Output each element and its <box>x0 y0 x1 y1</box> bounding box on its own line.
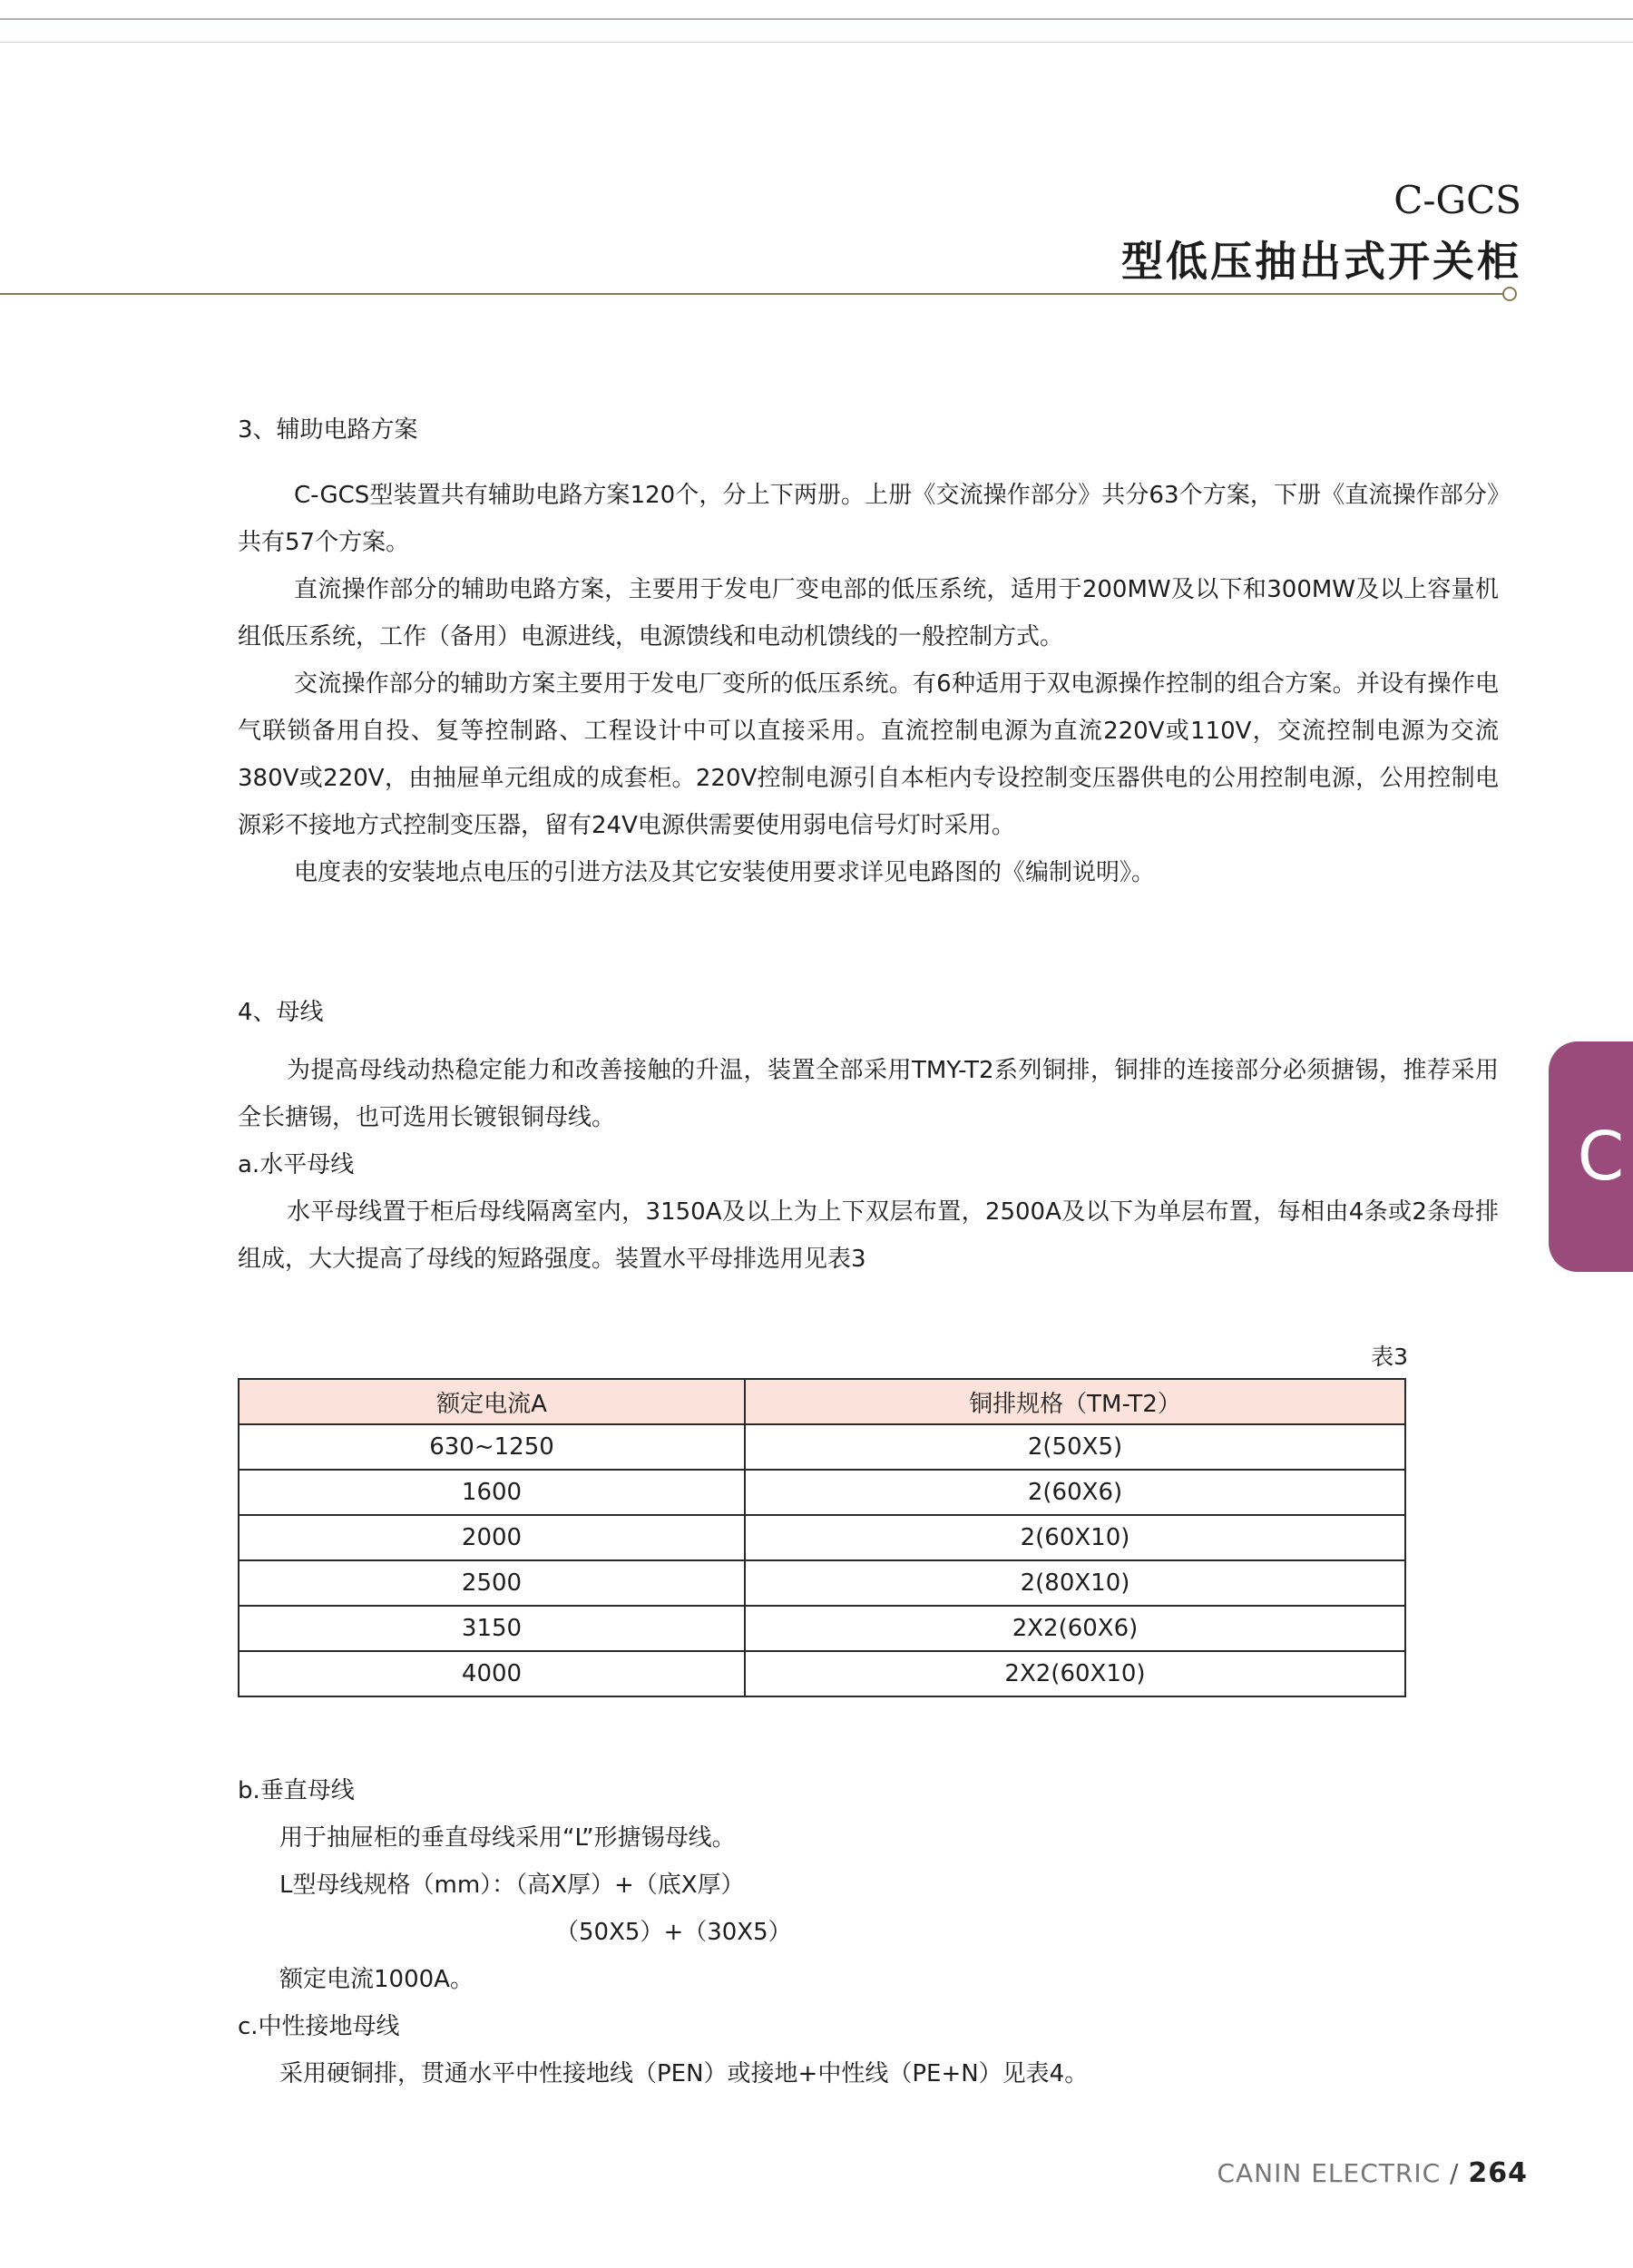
top-border-line <box>0 18 1633 20</box>
table-cell: 2(60X6) <box>745 1470 1405 1515</box>
section-b-heading: b.垂直母线 <box>238 1777 355 1804</box>
section-c-line: 采用硬铜排，贯通水平中性接地线（PEN）或接地+中性线（PE+N）见表4。 <box>279 2060 1089 2087</box>
footer-separator: / <box>1450 2158 1460 2188</box>
table-row <box>239 1515 1405 1560</box>
table-header-row <box>239 1379 1405 1424</box>
section-tab-letter: C <box>1577 1118 1625 1196</box>
section-3-heading: 3、辅助电路方案 <box>238 416 418 444</box>
section-4a-text: 水平母线置于柜后母线隔离室内，3150A及以上为上下双层布置，2500A及以下为单层布置，每相由4条或2条母排组成，大大提高了母线的短路强度。装置水平母排选用见表3 <box>238 1198 1499 1273</box>
table-cell: 3150 <box>239 1606 745 1651</box>
section-b-line: L型母线规格（mm）：（高X厚）+（底X厚） <box>279 1872 745 1899</box>
table-cell: 2000 <box>239 1515 745 1560</box>
table-caption: 表3 <box>1371 1344 1408 1370</box>
header-title: 型低压抽出式开关柜 <box>1121 237 1521 286</box>
table-cell: 2X2(60X6) <box>745 1606 1405 1651</box>
section-3-paragraph: 交流操作部分的辅助方案主要用于发电厂变所的低压系统。有6种适用于双电源操作控制的组合方案。并设有操作电气联锁备用自投、复等控制路、工程设计中可以直接采用。直流控制电源为直流220V或110V，交流控制电源为交流380V或220V，由抽屉单元组成的成套柜。220V控制电源引自本柜内专设控制变压器供电的公用控制电源，公用控制电源彩不接地方式控制变压器，留有24V电源供需要使用弱电信号灯时采用。 <box>238 670 1499 839</box>
table-header-cell: 铜排规格（TM-T2） <box>745 1379 1405 1424</box>
table-row <box>239 1424 1405 1470</box>
section-3-paragraph: C-GCS型装置共有辅助电路方案120个，分上下两册。上册《交流操作部分》共分63个方案，下册《直流操作部分》共有57个方案。 <box>238 482 1499 556</box>
table-cell: 630~1250 <box>239 1424 745 1470</box>
header-rule <box>0 293 1504 295</box>
top-border-line-thin <box>0 42 1633 43</box>
table-cell: 2500 <box>239 1560 745 1606</box>
section-b-line: 额定电流1000A。 <box>279 1966 474 1993</box>
page-footer <box>1217 2157 1528 2189</box>
section-4a-heading: a.水平母线 <box>238 1151 355 1178</box>
main-content <box>238 406 1499 1283</box>
busbar-spec-table <box>238 1378 1406 1697</box>
section-c-heading: c.中性接地母线 <box>238 2013 400 2040</box>
footer-brand: CANIN ELECTRIC <box>1217 2158 1442 2188</box>
header-rule-end-circle <box>1502 287 1517 301</box>
table-cell: 2(60X10) <box>745 1515 1405 1560</box>
section-4-heading: 4、母线 <box>238 999 324 1026</box>
table-row <box>239 1651 1405 1696</box>
table-row <box>239 1470 1405 1515</box>
table-cell: 2(80X10) <box>745 1560 1405 1606</box>
table-row <box>239 1606 1405 1651</box>
section-4-intro: 为提高母线动热稳定能力和改善接触的升温，装置全部采用TMY-T2系列铜排，铜排的连接部分必须搪锡，推荐采用全长搪锡，也可选用长镀银铜母线。 <box>238 1057 1499 1131</box>
table-cell: 1600 <box>239 1470 745 1515</box>
page-number: 264 <box>1468 2157 1528 2189</box>
section-3-paragraph: 电度表的安装地点电压的引进方法及其它安装使用要求详见电路图的《编制说明》。 <box>294 859 1156 886</box>
table-cell: 2X2(60X10) <box>745 1651 1405 1696</box>
section-b-line: （50X5）+（30X5） <box>555 1919 792 1946</box>
section-tab <box>1549 1041 1633 1272</box>
table-row <box>239 1560 1405 1606</box>
section-b-line: 用于抽屉柜的垂直母线采用“L”形搪锡母线。 <box>279 1824 736 1852</box>
header-code: C-GCS <box>1393 178 1521 222</box>
table-cell: 4000 <box>239 1651 745 1696</box>
section-3-paragraph: 直流操作部分的辅助电路方案，主要用于发电厂变电部的低压系统，适用于200MW及以下和300MW及以上容量机组低压系统，工作（备用）电源进线，电源馈线和电动机馈线的一般控制方式。 <box>238 576 1499 650</box>
table-header-cell: 额定电流A <box>239 1379 745 1424</box>
table-cell: 2(50X5) <box>745 1424 1405 1470</box>
busbar-details <box>238 1767 1417 2097</box>
